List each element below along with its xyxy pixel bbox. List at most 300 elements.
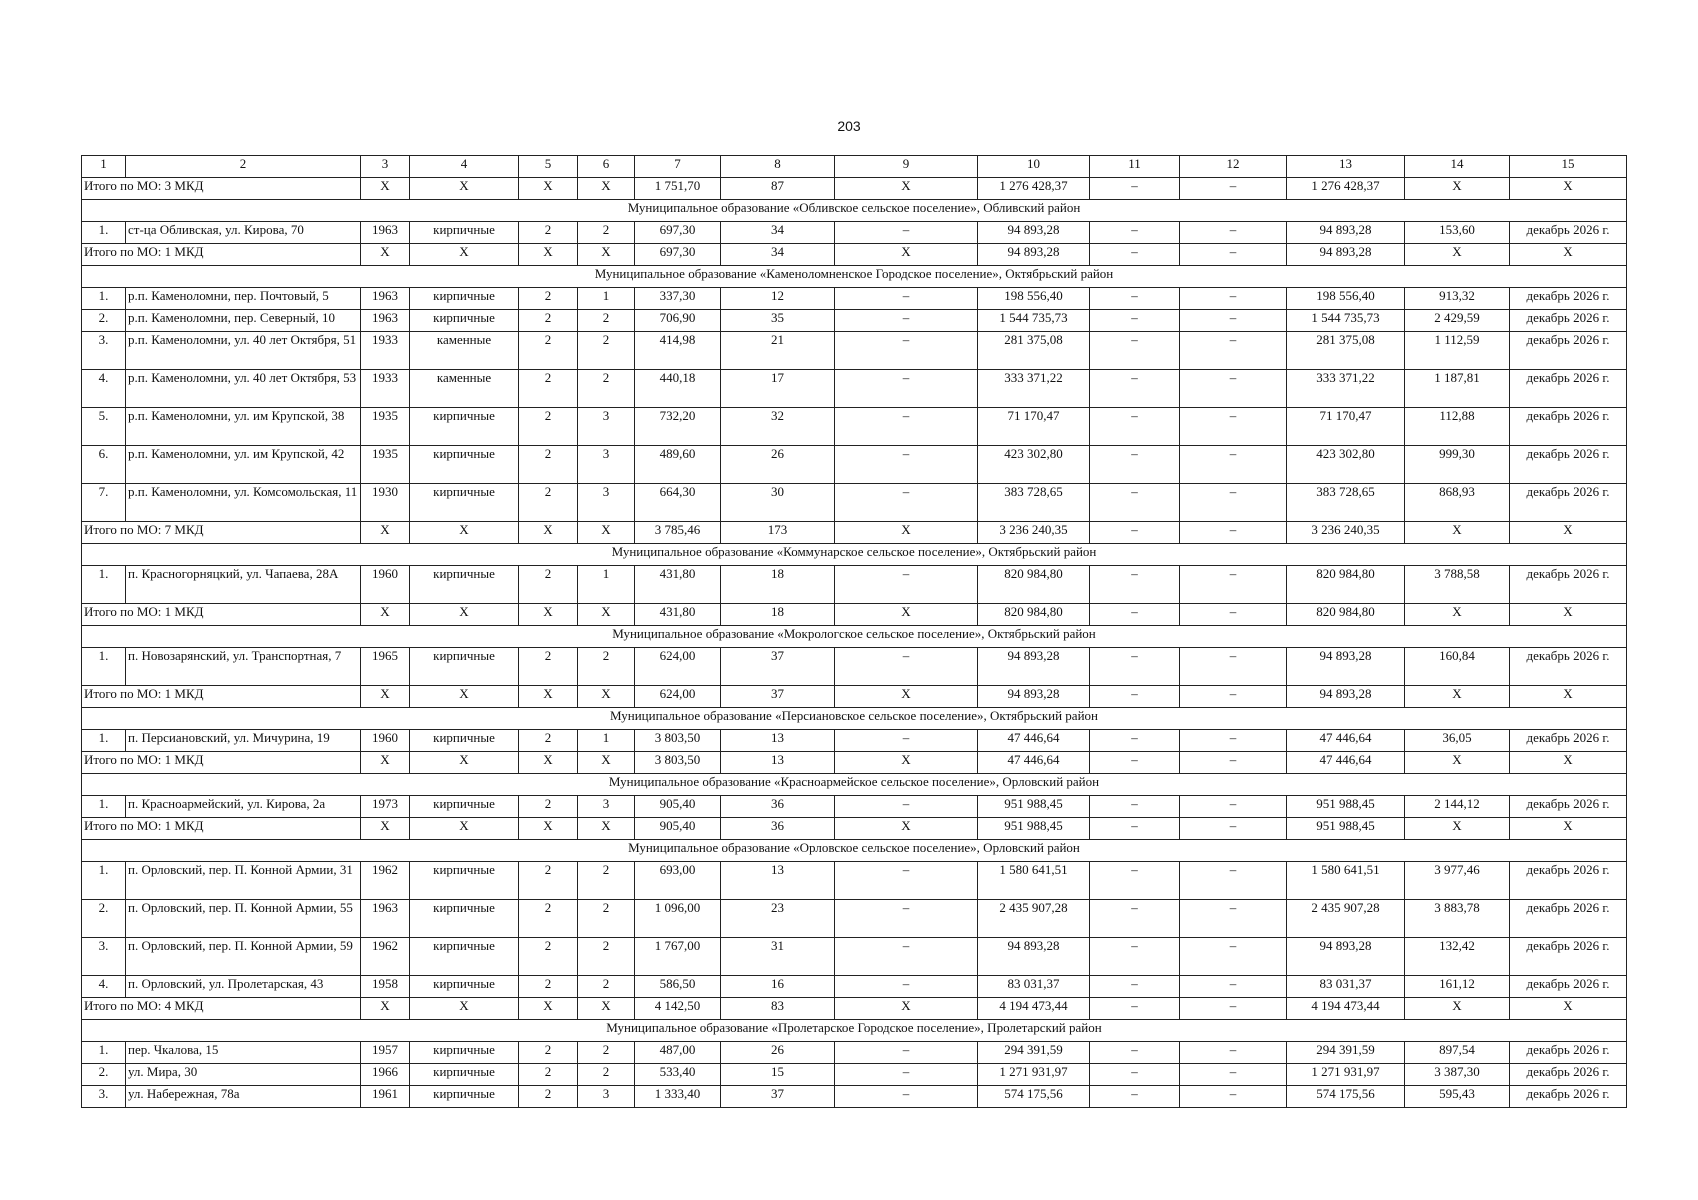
table-cell: – — [1180, 938, 1287, 976]
table-cell: декабрь 2026 г. — [1510, 900, 1627, 938]
table-cell: декабрь 2026 г. — [1510, 484, 1627, 522]
table-cell: 820 984,80 — [978, 566, 1090, 604]
table-cell: декабрь 2026 г. — [1510, 1064, 1627, 1086]
table-cell: 37 — [721, 1086, 835, 1108]
table-cell: 2 — [578, 938, 635, 976]
total-cell: 3 785,46 — [635, 522, 721, 544]
table-cell: 1 580 641,51 — [978, 862, 1090, 900]
table-cell: 2 435 907,28 — [1287, 900, 1405, 938]
table-cell: 2 429,59 — [1405, 310, 1510, 332]
section-header-row — [82, 266, 1627, 288]
table-cell: 83 031,37 — [978, 976, 1090, 998]
table-cell: 999,30 — [1405, 446, 1510, 484]
total-cell: X — [578, 686, 635, 708]
table-cell: 161,12 — [1405, 976, 1510, 998]
total-cell: X — [1405, 752, 1510, 774]
table-cell: 423 302,80 — [1287, 446, 1405, 484]
table-cell: 3 788,58 — [1405, 566, 1510, 604]
table-cell: 3. — [82, 938, 126, 976]
table-cell: 697,30 — [635, 222, 721, 244]
table-cell: – — [1090, 332, 1180, 370]
table-cell: 2 — [578, 900, 635, 938]
table-cell: – — [835, 1064, 978, 1086]
total-cell: X — [578, 818, 635, 840]
table-cell: кирпичные — [410, 1086, 519, 1108]
table-cell: 2 — [519, 408, 578, 446]
table-cell: декабрь 2026 г. — [1510, 370, 1627, 408]
table-cell: 1933 — [361, 332, 410, 370]
total-cell: X — [835, 604, 978, 626]
table-cell: 32 — [721, 408, 835, 446]
table-cell: 2. — [82, 1064, 126, 1086]
table-cell: – — [1180, 310, 1287, 332]
table-cell: 487,00 — [635, 1042, 721, 1064]
column-number-cell: 12 — [1180, 156, 1287, 178]
table-cell: 153,60 — [1405, 222, 1510, 244]
section-title: Муниципальное образование «Каменоломненское Городское поселение», Октябрьский район — [82, 266, 1627, 288]
table-cell: 533,40 — [635, 1064, 721, 1086]
address-cell: ст-ца Обливская, ул. Кирова, 70 — [126, 222, 361, 244]
table-cell: 2 — [519, 1042, 578, 1064]
total-cell: X — [361, 818, 410, 840]
table-cell: 383 728,65 — [1287, 484, 1405, 522]
table-cell: – — [1180, 446, 1287, 484]
table-cell: – — [835, 446, 978, 484]
address-cell: п. Орловский, пер. П. Конной Армии, 55 — [126, 900, 361, 938]
total-cell: X — [1405, 604, 1510, 626]
total-cell: X — [835, 244, 978, 266]
total-cell: X — [1405, 244, 1510, 266]
table-cell: 47 446,64 — [1287, 730, 1405, 752]
total-cell: X — [1405, 522, 1510, 544]
address-cell: п. Орловский, ул. Пролетарская, 43 — [126, 976, 361, 998]
table-cell: 112,88 — [1405, 408, 1510, 446]
table-cell: – — [1180, 408, 1287, 446]
table-cell: 12 — [721, 288, 835, 310]
table-cell: – — [1090, 408, 1180, 446]
table-cell: 2 — [578, 648, 635, 686]
column-number-cell: 6 — [578, 156, 635, 178]
total-cell: 431,80 — [635, 604, 721, 626]
address-cell: р.п. Каменоломни, ул. 40 лет Октября, 53 — [126, 370, 361, 408]
table-cell: 1 112,59 — [1405, 332, 1510, 370]
total-cell: – — [1090, 604, 1180, 626]
table-row — [82, 222, 1627, 244]
table-cell: 1. — [82, 1042, 126, 1064]
section-title: Муниципальное образование «Персиановское сельское поселение», Октябрьский район — [82, 708, 1627, 730]
table-cell: 2 — [519, 976, 578, 998]
total-cell: 18 — [721, 604, 835, 626]
table-cell: 13 — [721, 862, 835, 900]
table-cell: 71 170,47 — [978, 408, 1090, 446]
table-cell: 1. — [82, 730, 126, 752]
section-header-row — [82, 544, 1627, 566]
total-cell: X — [519, 818, 578, 840]
total-cell: – — [1180, 178, 1287, 200]
table-cell: – — [1180, 862, 1287, 900]
table-cell: 5. — [82, 408, 126, 446]
total-cell: X — [1510, 604, 1627, 626]
table-cell: кирпичные — [410, 484, 519, 522]
table-cell: – — [835, 1042, 978, 1064]
table-cell: декабрь 2026 г. — [1510, 566, 1627, 604]
table-cell: 706,90 — [635, 310, 721, 332]
table-cell: – — [1090, 976, 1180, 998]
total-cell: X — [410, 818, 519, 840]
table-cell: 3 387,30 — [1405, 1064, 1510, 1086]
total-cell: 94 893,28 — [1287, 244, 1405, 266]
total-cell: X — [1405, 998, 1510, 1020]
section-header-row — [82, 840, 1627, 862]
table-cell: – — [1090, 1064, 1180, 1086]
total-label: Итого по МО: 7 МКД — [82, 522, 361, 544]
table-cell: 160,84 — [1405, 648, 1510, 686]
table-cell: 94 893,28 — [1287, 648, 1405, 686]
section-title: Муниципальное образование «Коммунарское сельское поселение», Октябрьский район — [82, 544, 1627, 566]
total-cell: 13 — [721, 752, 835, 774]
table-cell: 2 — [519, 900, 578, 938]
table-cell: 4. — [82, 370, 126, 408]
table-cell: 1 187,81 — [1405, 370, 1510, 408]
total-cell: 94 893,28 — [978, 686, 1090, 708]
table-cell: 94 893,28 — [1287, 222, 1405, 244]
table-cell: 2 — [519, 222, 578, 244]
table-cell: кирпичные — [410, 900, 519, 938]
table-cell: декабрь 2026 г. — [1510, 332, 1627, 370]
table-cell: – — [1180, 976, 1287, 998]
table-cell: 2 — [519, 938, 578, 976]
column-number-row — [82, 156, 1627, 178]
section-header-row — [82, 1020, 1627, 1042]
address-cell: ул. Набережная, 78а — [126, 1086, 361, 1108]
column-number-cell: 4 — [410, 156, 519, 178]
total-cell: X — [519, 522, 578, 544]
table-cell: 34 — [721, 222, 835, 244]
table-cell: 198 556,40 — [978, 288, 1090, 310]
table-cell: декабрь 2026 г. — [1510, 938, 1627, 976]
table-cell: 23 — [721, 900, 835, 938]
total-cell: 905,40 — [635, 818, 721, 840]
total-cell: 697,30 — [635, 244, 721, 266]
table-cell: 294 391,59 — [978, 1042, 1090, 1064]
table-row — [82, 484, 1627, 522]
table-cell: кирпичные — [410, 976, 519, 998]
total-cell: X — [519, 178, 578, 200]
table-cell: 132,42 — [1405, 938, 1510, 976]
address-cell: п. Красногорняцкий, ул. Чапаева, 28А — [126, 566, 361, 604]
table-cell: 423 302,80 — [978, 446, 1090, 484]
address-cell: п. Орловский, пер. П. Конной Армии, 59 — [126, 938, 361, 976]
total-cell: X — [835, 998, 978, 1020]
address-cell: п. Новозарянский, ул. Транспортная, 7 — [126, 648, 361, 686]
housing-register-table — [81, 155, 1627, 1108]
total-cell: 951 988,45 — [1287, 818, 1405, 840]
table-cell: кирпичные — [410, 1064, 519, 1086]
column-number-cell: 10 — [978, 156, 1090, 178]
total-row — [82, 604, 1627, 626]
table-cell: декабрь 2026 г. — [1510, 310, 1627, 332]
table-cell: 2 — [519, 370, 578, 408]
table-cell: 47 446,64 — [978, 730, 1090, 752]
table-cell: 1 580 641,51 — [1287, 862, 1405, 900]
address-cell: ул. Мира, 30 — [126, 1064, 361, 1086]
total-cell: – — [1180, 752, 1287, 774]
table-cell: – — [1180, 370, 1287, 408]
table-cell: 868,93 — [1405, 484, 1510, 522]
total-label: Итого по МО: 3 МКД — [82, 178, 361, 200]
table-cell: – — [1180, 730, 1287, 752]
table-cell: декабрь 2026 г. — [1510, 976, 1627, 998]
section-header-row — [82, 626, 1627, 648]
table-cell: – — [1090, 1042, 1180, 1064]
table-cell: 2 — [519, 288, 578, 310]
table-cell: 3. — [82, 332, 126, 370]
table-cell: кирпичные — [410, 446, 519, 484]
table-cell: 30 — [721, 484, 835, 522]
table-cell: 36,05 — [1405, 730, 1510, 752]
total-cell: X — [519, 604, 578, 626]
column-number-cell: 11 — [1090, 156, 1180, 178]
total-cell: 4 194 473,44 — [978, 998, 1090, 1020]
table-cell: кирпичные — [410, 1042, 519, 1064]
table-cell: 2 — [578, 1064, 635, 1086]
table-cell: 2 — [519, 446, 578, 484]
table-cell: 3 977,46 — [1405, 862, 1510, 900]
table-cell: 1935 — [361, 408, 410, 446]
total-cell: 36 — [721, 818, 835, 840]
table-cell: – — [835, 332, 978, 370]
table-cell: кирпичные — [410, 288, 519, 310]
total-cell: – — [1180, 818, 1287, 840]
table-cell: – — [1180, 566, 1287, 604]
table-cell: 1930 — [361, 484, 410, 522]
total-cell: 4 194 473,44 — [1287, 998, 1405, 1020]
table-cell: 3 883,78 — [1405, 900, 1510, 938]
total-cell: X — [361, 604, 410, 626]
table-cell: кирпичные — [410, 862, 519, 900]
total-cell: X — [835, 818, 978, 840]
section-title: Муниципальное образование «Орловское сельское поселение», Орловский район — [82, 840, 1627, 862]
table-cell: 2. — [82, 310, 126, 332]
table-cell: 6. — [82, 446, 126, 484]
total-cell: 3 803,50 — [635, 752, 721, 774]
table-cell: – — [1090, 288, 1180, 310]
table-cell: – — [1180, 222, 1287, 244]
total-cell: X — [835, 686, 978, 708]
table-cell: – — [1180, 900, 1287, 938]
total-row — [82, 686, 1627, 708]
table-cell: 94 893,28 — [978, 222, 1090, 244]
table-cell: 1. — [82, 796, 126, 818]
table-cell: кирпичные — [410, 730, 519, 752]
table-cell: 1961 — [361, 1086, 410, 1108]
table-cell: – — [1180, 796, 1287, 818]
total-cell: X — [1510, 686, 1627, 708]
table-cell: кирпичные — [410, 408, 519, 446]
table-cell: 693,00 — [635, 862, 721, 900]
column-number-cell: 3 — [361, 156, 410, 178]
total-cell: X — [519, 998, 578, 1020]
table-cell: кирпичные — [410, 310, 519, 332]
table-cell: – — [835, 938, 978, 976]
table-cell: 664,30 — [635, 484, 721, 522]
table-cell: – — [835, 862, 978, 900]
table-cell: 2 — [519, 484, 578, 522]
address-cell: р.п. Каменоломни, ул. им Крупской, 38 — [126, 408, 361, 446]
table-cell: кирпичные — [410, 648, 519, 686]
table-row — [82, 730, 1627, 752]
table-cell: 1. — [82, 862, 126, 900]
total-cell: X — [578, 752, 635, 774]
table-row — [82, 1086, 1627, 1108]
total-row — [82, 998, 1627, 1020]
table-cell: 1973 — [361, 796, 410, 818]
table-row — [82, 370, 1627, 408]
total-row — [82, 818, 1627, 840]
table-cell: 37 — [721, 648, 835, 686]
total-row — [82, 752, 1627, 774]
total-cell: X — [410, 178, 519, 200]
table-cell: декабрь 2026 г. — [1510, 222, 1627, 244]
total-cell: – — [1090, 752, 1180, 774]
table-cell: 2 435 907,28 — [978, 900, 1090, 938]
table-cell: 4. — [82, 976, 126, 998]
table-cell: – — [1090, 796, 1180, 818]
table-cell: кирпичные — [410, 796, 519, 818]
table-cell: 26 — [721, 1042, 835, 1064]
table-cell: 1 767,00 — [635, 938, 721, 976]
table-cell: 31 — [721, 938, 835, 976]
table-cell: 414,98 — [635, 332, 721, 370]
table-cell: 1 — [578, 730, 635, 752]
table-cell: 951 988,45 — [1287, 796, 1405, 818]
table-cell: 1 333,40 — [635, 1086, 721, 1108]
table-cell: – — [835, 1086, 978, 1108]
table-row — [82, 976, 1627, 998]
total-cell: X — [1510, 244, 1627, 266]
table-cell: 383 728,65 — [978, 484, 1090, 522]
table-cell: 595,43 — [1405, 1086, 1510, 1108]
table-cell: 2 — [578, 370, 635, 408]
total-cell: X — [361, 998, 410, 1020]
total-cell: X — [361, 244, 410, 266]
table-cell: 2 — [519, 648, 578, 686]
table-cell: 13 — [721, 730, 835, 752]
column-number-cell: 7 — [635, 156, 721, 178]
table-cell: – — [835, 408, 978, 446]
total-cell: X — [835, 178, 978, 200]
table-cell: 2 144,12 — [1405, 796, 1510, 818]
address-cell: п. Персиановский, ул. Мичурина, 19 — [126, 730, 361, 752]
total-cell: X — [1405, 818, 1510, 840]
address-cell: п. Орловский, пер. П. Конной Армии, 31 — [126, 862, 361, 900]
total-cell: – — [1180, 522, 1287, 544]
table-cell: 94 893,28 — [978, 648, 1090, 686]
table-cell: 94 893,28 — [978, 938, 1090, 976]
total-cell: 34 — [721, 244, 835, 266]
table-cell: 21 — [721, 332, 835, 370]
section-header-row — [82, 708, 1627, 730]
total-cell: – — [1090, 998, 1180, 1020]
total-label: Итого по МО: 1 МКД — [82, 244, 361, 266]
table-cell: – — [835, 796, 978, 818]
total-cell: 83 — [721, 998, 835, 1020]
total-cell: X — [410, 686, 519, 708]
table-cell: 1957 — [361, 1042, 410, 1064]
total-cell: X — [410, 522, 519, 544]
total-row — [82, 178, 1627, 200]
table-cell: 1. — [82, 288, 126, 310]
table-cell: – — [1090, 222, 1180, 244]
table-row — [82, 310, 1627, 332]
table-cell: – — [835, 566, 978, 604]
table-cell: – — [835, 730, 978, 752]
table-cell: 281 375,08 — [978, 332, 1090, 370]
table-cell: 1935 — [361, 446, 410, 484]
table-cell: 3. — [82, 1086, 126, 1108]
table-cell: 18 — [721, 566, 835, 604]
table-row — [82, 938, 1627, 976]
table-cell: 2 — [519, 566, 578, 604]
section-title: Муниципальное образование «Пролетарское Городское поселение», Пролетарский район — [82, 1020, 1627, 1042]
table-row — [82, 288, 1627, 310]
table-cell: – — [1180, 332, 1287, 370]
table-cell: 951 988,45 — [978, 796, 1090, 818]
total-cell: – — [1180, 244, 1287, 266]
column-number-cell: 1 — [82, 156, 126, 178]
table-cell: 586,50 — [635, 976, 721, 998]
table-row — [82, 1042, 1627, 1064]
total-cell: X — [410, 244, 519, 266]
total-cell: – — [1180, 604, 1287, 626]
table-cell: – — [835, 222, 978, 244]
total-label: Итого по МО: 1 МКД — [82, 752, 361, 774]
total-cell: 173 — [721, 522, 835, 544]
table-cell: – — [1090, 648, 1180, 686]
table-cell: 820 984,80 — [1287, 566, 1405, 604]
table-cell: 1963 — [361, 310, 410, 332]
table-row — [82, 408, 1627, 446]
total-row — [82, 244, 1627, 266]
total-row — [82, 522, 1627, 544]
table-cell: 2 — [578, 1042, 635, 1064]
table-cell: 94 893,28 — [1287, 938, 1405, 976]
table-cell: декабрь 2026 г. — [1510, 862, 1627, 900]
table-cell: 1960 — [361, 566, 410, 604]
column-number-cell: 13 — [1287, 156, 1405, 178]
table-cell: – — [835, 484, 978, 522]
table-cell: 1 544 735,73 — [978, 310, 1090, 332]
table-cell: – — [1090, 900, 1180, 938]
total-cell: X — [578, 244, 635, 266]
address-cell: р.п. Каменоломни, ул. им Крупской, 42 — [126, 446, 361, 484]
table-cell: декабрь 2026 г. — [1510, 730, 1627, 752]
table-cell: 2 — [519, 862, 578, 900]
table-cell: 913,32 — [1405, 288, 1510, 310]
table-cell: 3 803,50 — [635, 730, 721, 752]
total-cell: 951 988,45 — [978, 818, 1090, 840]
table-cell: 3 — [578, 1086, 635, 1108]
section-header-row — [82, 774, 1627, 796]
table-cell: – — [835, 976, 978, 998]
table-cell: декабрь 2026 г. — [1510, 1042, 1627, 1064]
table-cell: 2 — [519, 332, 578, 370]
table-cell: 1 271 931,97 — [1287, 1064, 1405, 1086]
table-cell: 333 371,22 — [1287, 370, 1405, 408]
table-cell: 1933 — [361, 370, 410, 408]
table-row — [82, 446, 1627, 484]
table-cell: 2 — [578, 862, 635, 900]
